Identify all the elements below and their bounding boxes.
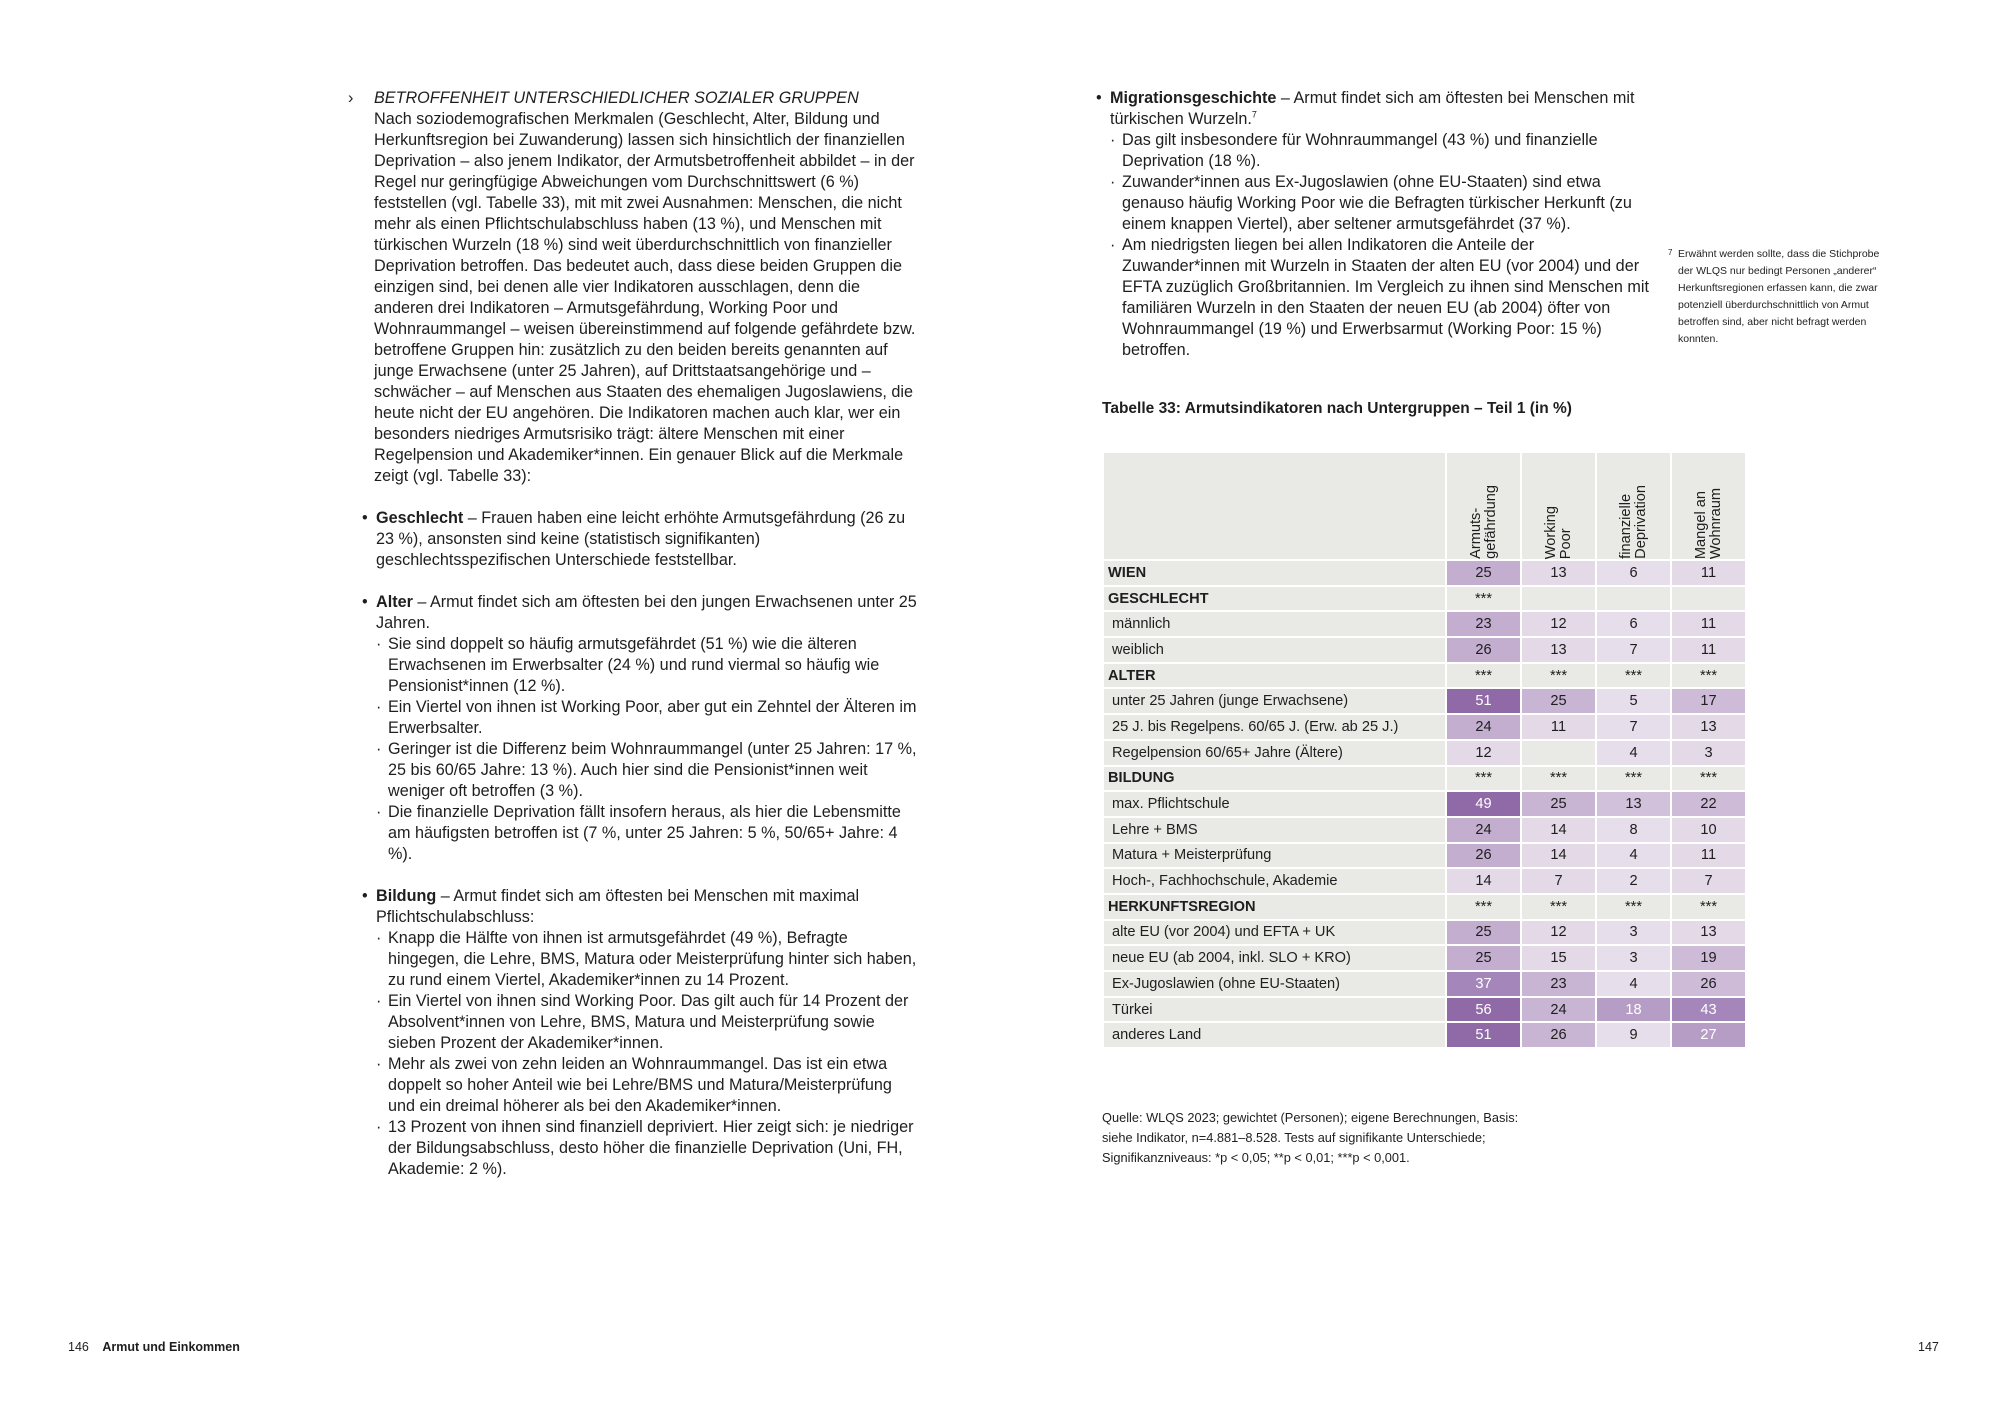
table-row: [1103, 766, 1746, 792]
column-header: [1521, 452, 1596, 560]
indicator-table: [1102, 451, 1747, 1049]
value-cell: 10: [1671, 817, 1746, 843]
value-cell: 4: [1596, 971, 1671, 997]
value-cell: ***: [1671, 894, 1746, 920]
value-cell: 14: [1521, 843, 1596, 869]
value-cell: 51: [1446, 688, 1521, 714]
sub-bullet: [376, 1054, 922, 1117]
group-label: ALTER: [1103, 663, 1446, 689]
column-header: [1671, 452, 1746, 560]
table-row: [1103, 843, 1746, 869]
value-cell: 4: [1596, 740, 1671, 766]
value-cell: ***: [1521, 894, 1596, 920]
value-cell: 25: [1446, 560, 1521, 586]
group-label: HERKUNFTSREGION: [1103, 894, 1446, 920]
value-cell: ***: [1596, 894, 1671, 920]
sub-bullet-text: Ein Viertel von ihnen ist Working Poor, aber gut ein Zehntel der Älteren im Erwerbsalter.: [388, 698, 917, 737]
bullet-item: [362, 508, 922, 571]
table-row: [1103, 611, 1746, 637]
value-cell: [1521, 740, 1596, 766]
value-cell: 3: [1596, 945, 1671, 971]
bullet-icon: •: [362, 509, 368, 527]
middot-icon: ·: [376, 1118, 382, 1136]
value-cell: ***: [1446, 766, 1521, 792]
column-header: [1596, 452, 1671, 560]
row-label: Türkei: [1103, 997, 1446, 1023]
value-cell: 7: [1596, 714, 1671, 740]
row-label: alte EU (vor 2004) und EFTA + UK: [1103, 920, 1446, 946]
bullet-migration: [1096, 88, 1656, 361]
sub-bullet-text: Ein Viertel von ihnen sind Working Poor. Das gilt auch für 14 Prozent der Absolvent*innen von Lehre, BMS, Matura und Meisterprüfung sowie sieben Prozent der Akademiker*innen.: [388, 992, 909, 1052]
sub-bullet: [376, 928, 922, 991]
sub-bullet-text: Mehr als zwei von zehn leiden an Wohnraummangel. Das ist ein etwa doppelt so hoher Anteil wie bei Lehre/BMS und Matura/Meisterprüfung und ein dreimal höherer als bei den Akademiker*innen.: [388, 1055, 892, 1115]
sub-bullet-text: Die finanzielle Deprivation fällt insofern heraus, als hier die Lebensmitte am häufigsten betroffen ist (7 %, unter 25 Jahren: 5 %, 50/65+ Jahre: 4 %).: [388, 803, 901, 863]
value-cell: 12: [1521, 611, 1596, 637]
value-cell: ***: [1596, 663, 1671, 689]
value-cell: 13: [1521, 560, 1596, 586]
row-label: Hoch-, Fachhochschule, Akademie: [1103, 868, 1446, 894]
value-cell: 7: [1521, 868, 1596, 894]
value-cell: 23: [1521, 971, 1596, 997]
value-cell: 27: [1671, 1022, 1746, 1048]
middot-icon: ·: [1110, 236, 1116, 254]
sub-bullet-text: Zuwander*innen aus Ex-Jugoslawien (ohne EU-Staaten) sind etwa genauso häufig Working Poor wie die Befragten türkischer Herkunft (zu einem knappen Viertel), aber seltener armutsgefährdet (37 %).: [1122, 173, 1632, 233]
bullet-body-text: – Frauen haben eine leicht erhöhte Armutsgefährdung (26 zu 23 %), ansonsten sind keine (statistisch signifikanten) geschlechtsspezifischen Unterschiede feststellbar.: [376, 509, 906, 569]
right-column: [1096, 88, 1656, 361]
sub-bullet: [376, 991, 922, 1054]
value-cell: 25: [1521, 688, 1596, 714]
bullet-item: [362, 886, 922, 1180]
value-cell: 24: [1521, 997, 1596, 1023]
sub-bullet: [1110, 235, 1656, 361]
table-row: [1103, 791, 1746, 817]
value-cell: 26: [1446, 843, 1521, 869]
value-cell: ***: [1671, 663, 1746, 689]
bullet-text: – Armut findet sich am öftesten bei Menschen mit türkischen Wurzeln.: [1110, 89, 1635, 128]
middot-icon: ·: [376, 929, 382, 947]
value-cell: 4: [1596, 843, 1671, 869]
value-cell: 9: [1596, 1022, 1671, 1048]
column-header-label: finanzielle Deprivation: [1617, 485, 1649, 559]
value-cell: 25: [1446, 920, 1521, 946]
footnote-number: 7: [1668, 248, 1673, 257]
sub-bullet: [376, 697, 922, 739]
bullet-migration-text: [1110, 88, 1656, 130]
group-label: BILDUNG: [1103, 766, 1446, 792]
table-row: [1103, 894, 1746, 920]
value-cell: 51: [1446, 1022, 1521, 1048]
value-cell: 15: [1521, 945, 1596, 971]
middot-icon: ·: [376, 1055, 382, 1073]
column-header-label: Armuts- gefährdung: [1467, 485, 1499, 559]
bullet-item: [362, 592, 922, 865]
value-cell: ***: [1596, 766, 1671, 792]
value-cell: 14: [1521, 817, 1596, 843]
column-header-label: Working Poor: [1542, 505, 1574, 559]
row-label: Lehre + BMS: [1103, 817, 1446, 843]
section-heading: [348, 88, 922, 109]
group-label: WIEN: [1103, 560, 1446, 586]
table-row: [1103, 817, 1746, 843]
sub-list: [1110, 130, 1656, 361]
value-cell: 13: [1521, 637, 1596, 663]
value-cell: 25: [1521, 791, 1596, 817]
bullet-icon: •: [1096, 89, 1102, 107]
row-label: neue EU (ab 2004, inkl. SLO + KRO): [1103, 945, 1446, 971]
value-cell: 11: [1521, 714, 1596, 740]
row-label: männlich: [1103, 611, 1446, 637]
table-row: [1103, 740, 1746, 766]
value-cell: [1521, 586, 1596, 612]
table-row: [1103, 971, 1746, 997]
sub-bullet: [1110, 130, 1656, 172]
sub-bullet: [376, 802, 922, 865]
sub-bullet: [1110, 172, 1656, 235]
value-cell: ***: [1521, 766, 1596, 792]
value-cell: ***: [1521, 663, 1596, 689]
chapter-title: Armut und Einkommen: [102, 1340, 240, 1354]
row-label: Ex-Jugoslawien (ohne EU-Staaten): [1103, 971, 1446, 997]
source-line: Signifikanzniveaus: *p < 0,05; **p < 0,01; ***p < 0,001.: [1102, 1150, 1410, 1165]
middot-icon: ·: [376, 992, 382, 1010]
table-row: [1103, 586, 1746, 612]
value-cell: 43: [1671, 997, 1746, 1023]
bullet-head: Bildung: [376, 887, 437, 905]
table-row: [1103, 945, 1746, 971]
table-row: [1103, 920, 1746, 946]
bullet-text: [376, 508, 922, 571]
table-body: [1103, 560, 1746, 1048]
value-cell: 13: [1596, 791, 1671, 817]
bullet-text: [376, 592, 922, 634]
bullet-head: Alter: [376, 593, 413, 611]
sub-bullet-text: Sie sind doppelt so häufig armutsgefährdet (51 %) wie die älteren Erwachsenen im Erwerbsalter (24 %) und rund viermal so häufig wie Pensionist*innen (12 %).: [388, 635, 880, 695]
value-cell: 3: [1671, 740, 1746, 766]
value-cell: [1596, 586, 1671, 612]
table-row: [1103, 868, 1746, 894]
bullet-icon: •: [362, 887, 368, 905]
sub-bullet: [376, 739, 922, 802]
sub-bullet-text: Geringer ist die Differenz beim Wohnraummangel (unter 25 Jahren: 17 %, 25 bis 60/65 Jahre: 13 %). Auch hier sind die Pensionist*innen weit weniger oft betroffen (3 %).: [388, 740, 917, 800]
sub-bullet-text: Am niedrigsten liegen bei allen Indikatoren die Anteile der Zuwander*innen mit Wurzeln in Staaten der alten EU (vor 2004) und der EFTA zuzüglich Großbritannien. Im Vergleich zu ihnen sind Menschen mit familiären Wurzeln in den Staaten der neuen EU (ab 2004) öfter von Wohnraummangel (19 %) und Erwerbsarmut (Working Poor: 15 %) betroffen.: [1122, 236, 1649, 359]
bullet-list: [362, 508, 922, 1180]
value-cell: 3: [1596, 920, 1671, 946]
section-heading-text: BETROFFENHEIT UNTERSCHIEDLICHER SOZIALER GRUPPEN: [374, 89, 859, 107]
value-cell: 18: [1596, 997, 1671, 1023]
value-cell: 37: [1446, 971, 1521, 997]
value-cell: 24: [1446, 714, 1521, 740]
table-row: [1103, 1022, 1746, 1048]
left-column: [348, 88, 922, 1180]
value-cell: 23: [1446, 611, 1521, 637]
value-cell: 24: [1446, 817, 1521, 843]
value-cell: 12: [1446, 740, 1521, 766]
table-row: [1103, 560, 1746, 586]
table-corner-cell: [1103, 452, 1446, 560]
value-cell: 25: [1446, 945, 1521, 971]
value-cell: 8: [1596, 817, 1671, 843]
sub-bullet: [376, 634, 922, 697]
value-cell: 26: [1521, 1022, 1596, 1048]
sub-bullet: [376, 1117, 922, 1180]
footnote: [1668, 246, 1888, 348]
sub-bullet-text: Das gilt insbesondere für Wohnraummangel (43 %) und finanzielle Deprivation (18 %).: [1122, 131, 1598, 170]
value-cell: 49: [1446, 791, 1521, 817]
value-cell: 7: [1671, 868, 1746, 894]
table-title: Tabelle 33: Armutsindikatoren nach Untergruppen – Teil 1 (in %): [1102, 400, 1572, 417]
value-cell: ***: [1446, 663, 1521, 689]
sub-bullet-text: Knapp die Hälfte von ihnen ist armutsgefährdet (49 %), Befragte hingegen, die Lehre, BMS, Matura oder Meisterprüfung hinter sich haben, zu rund einem Viertel, Akademiker*innen zu 14 Prozent.: [388, 929, 917, 989]
footnote-text: Erwähnt werden sollte, dass die Stichprobe der WLQS nur bedingt Personen „anderer“ Herkunftsregionen erfassen kann, die zwar potenziell überdurchschnittlich von Armut betroffen sind, aber nicht befragt werden konnten.: [1678, 248, 1880, 345]
row-label: Regelpension 60/65+ Jahre (Ältere): [1103, 740, 1446, 766]
middot-icon: ·: [376, 698, 382, 716]
value-cell: 26: [1671, 971, 1746, 997]
bullet-text: [376, 886, 922, 928]
value-cell: 14: [1446, 868, 1521, 894]
value-cell: 11: [1671, 637, 1746, 663]
table-row: [1103, 663, 1746, 689]
row-label: 25 J. bis Regelpens. 60/65 J. (Erw. ab 25 J.): [1103, 714, 1446, 740]
value-cell: 13: [1671, 714, 1746, 740]
table-source-note: [1102, 1108, 1562, 1168]
value-cell: 19: [1671, 945, 1746, 971]
middot-icon: ·: [376, 740, 382, 758]
bullet-head: Migrationsgeschichte: [1110, 89, 1277, 107]
value-cell: [1671, 586, 1746, 612]
value-cell: 5: [1596, 688, 1671, 714]
footnote-ref[interactable]: 7: [1251, 109, 1257, 120]
column-header: [1446, 452, 1521, 560]
bullet-body-text: – Armut findet sich am öftesten bei den jungen Erwachsenen unter 25 Jahren.: [376, 593, 917, 632]
table-row: [1103, 997, 1746, 1023]
bullet-icon: •: [362, 593, 368, 611]
table-row: [1103, 637, 1746, 663]
middot-icon: ·: [1110, 173, 1116, 191]
value-cell: 6: [1596, 611, 1671, 637]
table-row: [1103, 688, 1746, 714]
bullet-body-text: – Armut findet sich am öftesten bei Menschen mit maximal Pflichtschulabschluss:: [376, 887, 860, 926]
table-header-row: [1103, 452, 1746, 560]
value-cell: ***: [1446, 894, 1521, 920]
row-label: weiblich: [1103, 637, 1446, 663]
row-label: Matura + Meisterprüfung: [1103, 843, 1446, 869]
middot-icon: ·: [376, 635, 382, 653]
intro-paragraph: Nach soziodemografischen Merkmalen (Geschlecht, Alter, Bildung und Herkunftsregion bei Zuwanderung) lassen sich hinsichtlich der finanziellen Deprivation – also jenem Indikator, der Armutsbetroffenheit abbildet – in der Regel nur geringfügige Abweichungen vom Durchschnittswert (6 %) feststellen (vgl. Tabelle 33), mit mit zwei Ausnahmen: Menschen, die nicht mehr als einen Pflichtschulabschluss haben (13 %), und Menschen mit türkischen Wurzeln (18 %) sind weit überdurchschnittlich von finanzieller Deprivation betroffen. Das bedeutet auch, dass diese beiden Gruppen die einzigen sind, bei denen alle vier Indikatoren ausschlagen, denn die anderen drei Indikatoren – Armutsgefährdung, Working Poor und Wohnraummangel – weisen übereinstimmend auf folgende gefährdete bzw. betroffene Gruppen hin: zusätzlich zu den beiden bereits genannten auf junge Erwachsene (unter 25 Jahren), auf Drittstaatsangehörige und – schwächer – auf Menschen aus Staaten des ehemaligen Jugoslawiens, die heute nicht der EU angehören. Die Indikatoren machen auch klar, wer ein besonders niedriges Armutsrisiko trägt: ältere Menschen mit einer Regelpension und Akademiker*innen. Ein genauer Blick auf die Merkmale zeigt (vgl. Tabelle 33):: [374, 110, 916, 485]
page-number-left: 146: [68, 1340, 89, 1354]
value-cell: 6: [1596, 560, 1671, 586]
value-cell: 11: [1671, 843, 1746, 869]
value-cell: 12: [1521, 920, 1596, 946]
value-cell: 26: [1446, 637, 1521, 663]
source-line: siehe Indikator, n=4.881–8.528. Tests auf signifikante Unterschiede;: [1102, 1130, 1486, 1145]
column-header-label: Mangel an Wohnraum: [1692, 487, 1724, 559]
sub-bullet-text: 13 Prozent von ihnen sind finanziell depriviert. Hier zeigt sich: je niedriger der Bildungsabschluss, desto höher die finanzielle Deprivation (Uni, FH, Akademie: 2 %).: [388, 1118, 914, 1178]
chevron-right-icon: ›: [348, 89, 354, 107]
footer-left: [68, 1340, 240, 1354]
row-label: unter 25 Jahren (junge Erwachsene): [1103, 688, 1446, 714]
value-cell: 56: [1446, 997, 1521, 1023]
value-cell: ***: [1671, 766, 1746, 792]
page-number-right: 147: [1918, 1340, 1939, 1354]
row-label: max. Pflichtschule: [1103, 791, 1446, 817]
middot-icon: ·: [376, 803, 382, 821]
row-label: anderes Land: [1103, 1022, 1446, 1048]
value-cell: 11: [1671, 611, 1746, 637]
value-cell: 13: [1671, 920, 1746, 946]
table-row: [1103, 714, 1746, 740]
source-line: Quelle: WLQS 2023; gewichtet (Personen); eigene Berechnungen, Basis:: [1102, 1110, 1519, 1125]
value-cell: 22: [1671, 791, 1746, 817]
group-label: GESCHLECHT: [1103, 586, 1446, 612]
value-cell: ***: [1446, 586, 1521, 612]
bullet-head: Geschlecht: [376, 509, 464, 527]
value-cell: 2: [1596, 868, 1671, 894]
value-cell: 17: [1671, 688, 1746, 714]
value-cell: 11: [1671, 560, 1746, 586]
middot-icon: ·: [1110, 131, 1116, 149]
value-cell: 7: [1596, 637, 1671, 663]
